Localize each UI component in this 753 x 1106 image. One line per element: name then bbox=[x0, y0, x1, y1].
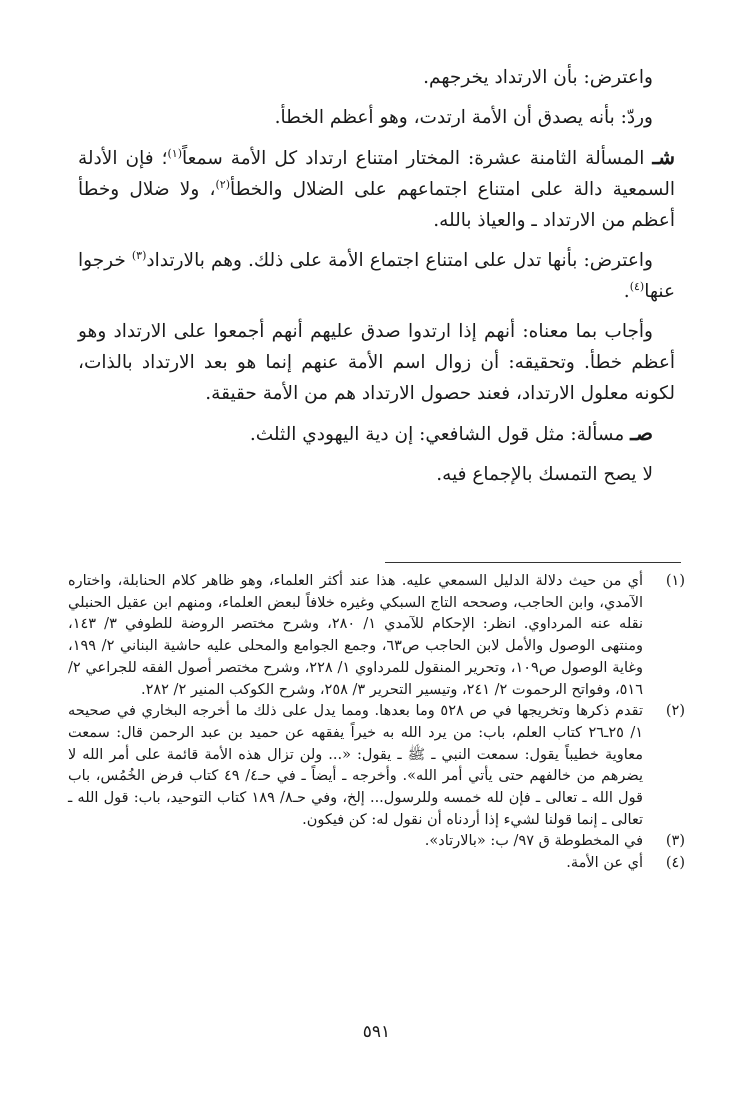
footnote-4 bbox=[68, 853, 691, 875]
footnote-number: (٤) bbox=[665, 855, 685, 872]
section-mark-sad: ص bbox=[636, 421, 653, 445]
footnote-1 bbox=[68, 571, 691, 701]
footnote-3 bbox=[68, 831, 691, 853]
footnote-text: أي عن الأمة. bbox=[566, 855, 643, 872]
answer-paragraph: وأجاب بما معناه: أنهم إذا ارتدوا صدق عليهم أنهم أجمعوا على الارتداد وهو أعظم خطأ. وتحقيقه: أن زوال اسم الأمة عنهم إنما هو بعد الارتداد بالذات، لكونه معلول الارتداد، فعند حصول الارتداد هم من الأمة حقيقة. bbox=[78, 321, 675, 404]
rebuttal-line: وردّ: بأنه يصدق أن الأمة ارتدت، وهو أعظم الخطأ. bbox=[274, 107, 653, 128]
section-mark-sad-dash: ـ bbox=[630, 421, 637, 445]
footnote-number: (١) bbox=[665, 573, 685, 589]
footnote-number: (٢) bbox=[665, 703, 685, 720]
footnote-2 bbox=[68, 701, 691, 831]
footnote-number: (٣) bbox=[665, 833, 685, 850]
issue-text: مسألة: مثل قول الشافعي: إن دية اليهودي الثلث. bbox=[249, 424, 625, 445]
footnote-ref-3: (٣) bbox=[131, 248, 147, 262]
footnote-text: في المخطوطة ق ٩٧/ ب: «بالارتاد». bbox=[424, 833, 643, 850]
section-mark-dash: ـ bbox=[652, 145, 659, 169]
page-number: ٥٩١ bbox=[362, 1022, 391, 1042]
footnote-ref-1: (١) bbox=[167, 146, 183, 160]
footnote-text: تقدم ذكرها وتخريجها في ص ٥٢٨ وما بعدها. ومما يدل على ذلك ما أخرجه البخاري في صحيحه ١/ ٢٥ـ٢٦ كتاب العلم، باب: من يرد الله به خيراً يفقهه عن حميد بن عبد الرحمن قال: سمعت معاوية خطيباً يقول: سمعت النبي ـ ﷺ ـ يقول: «... ولن تزال هذه الأمة قائمة على أمر الله لا يضرهم من خالفهم حتى يأتي أمر الله». وأخرجه ـ أيضاً ـ في حـ٤/ ٤٩ كتاب فرض الخُمُس، باب قول الله ـ تعالى ـ فإن لله خمسه وللرسول... إلخ، وفي حـ٨/ ١٨٩ كتاب التوحيد، باب: قول الله ـ تعالى ـ إنما قولنا لشيء إذا أردناه أن نقول له: كن فيكون. bbox=[68, 703, 643, 828]
footnotes bbox=[68, 571, 691, 875]
footnote-ref-2: (٢) bbox=[215, 177, 230, 191]
issue-paragraph bbox=[78, 418, 675, 450]
issue-eighteen-paragraph bbox=[78, 142, 675, 236]
objection-text-c: . bbox=[623, 281, 630, 302]
issue-eighteen-text-c: ، ولا ضلال وخطأ أعظم من الارتداد ـ والعياذ بالله. bbox=[78, 179, 675, 231]
footnote-ref-4: (٤) bbox=[629, 279, 645, 293]
footnote-separator bbox=[385, 562, 681, 563]
main-text bbox=[78, 62, 675, 499]
objection-paragraph bbox=[78, 245, 675, 307]
objection-text-a: واعترض: بأنها تدل على امتناع اجتماع الأمة على ذلك. وهم بالارتداد bbox=[146, 250, 653, 271]
closing-line: لا يصح التمسك بالإجماع فيه. bbox=[436, 464, 653, 485]
objection-line: واعترض: بأن الارتداد يخرجهم. bbox=[423, 67, 653, 88]
issue-eighteen-text-b: ؛ فإن الأدلة السمعية دالة على امتناع اجتماعهم على الضلال والخطأ bbox=[78, 148, 676, 200]
issue-eighteen-text-a: المسألة الثامنة عشرة: المختار امتناع ارتداد كل الأمة سمعاً bbox=[182, 148, 645, 169]
section-mark-sh: ش bbox=[658, 145, 675, 169]
footnote-text: أي من حيث دلالة الدليل السمعي عليه. هذا عند أكثر العلماء، وهو ظاهر كلام الحنابلة، واختاره الآمدي، وابن الحاجب، وصححه التاج السبكي وغيره خلافاً لبعض العلماء، ومنهم ابن عقيل الحنبلي نقله عنه المرداوي. انظر: الإحكام للآمدي ١/ ٢٨٠، وشرح مختصر الروضة للطوفي ٣/ ١٤٣، ومنتهى الوصول والأمل لابن الحاجب ص٦٣، وجمع الجوامع والمحلى عليه حاشية البناني ٢/ ١٩٩، وغاية الوصول ص١٠٩، وتحرير المنقول للمرداوي ١/ ٢٢٨، وشرح مختصر أصول الفقه للجراعي ٢/ ٥١٦، وفواتح الرحموت ٢/ ٢٤١، وتيسير التحرير ٣/ ٢٥٨، وشرح الكوكب المنير ٢/ ٢٨٢. bbox=[68, 573, 644, 698]
objection-text-b: خرجوا عنها bbox=[78, 250, 675, 302]
